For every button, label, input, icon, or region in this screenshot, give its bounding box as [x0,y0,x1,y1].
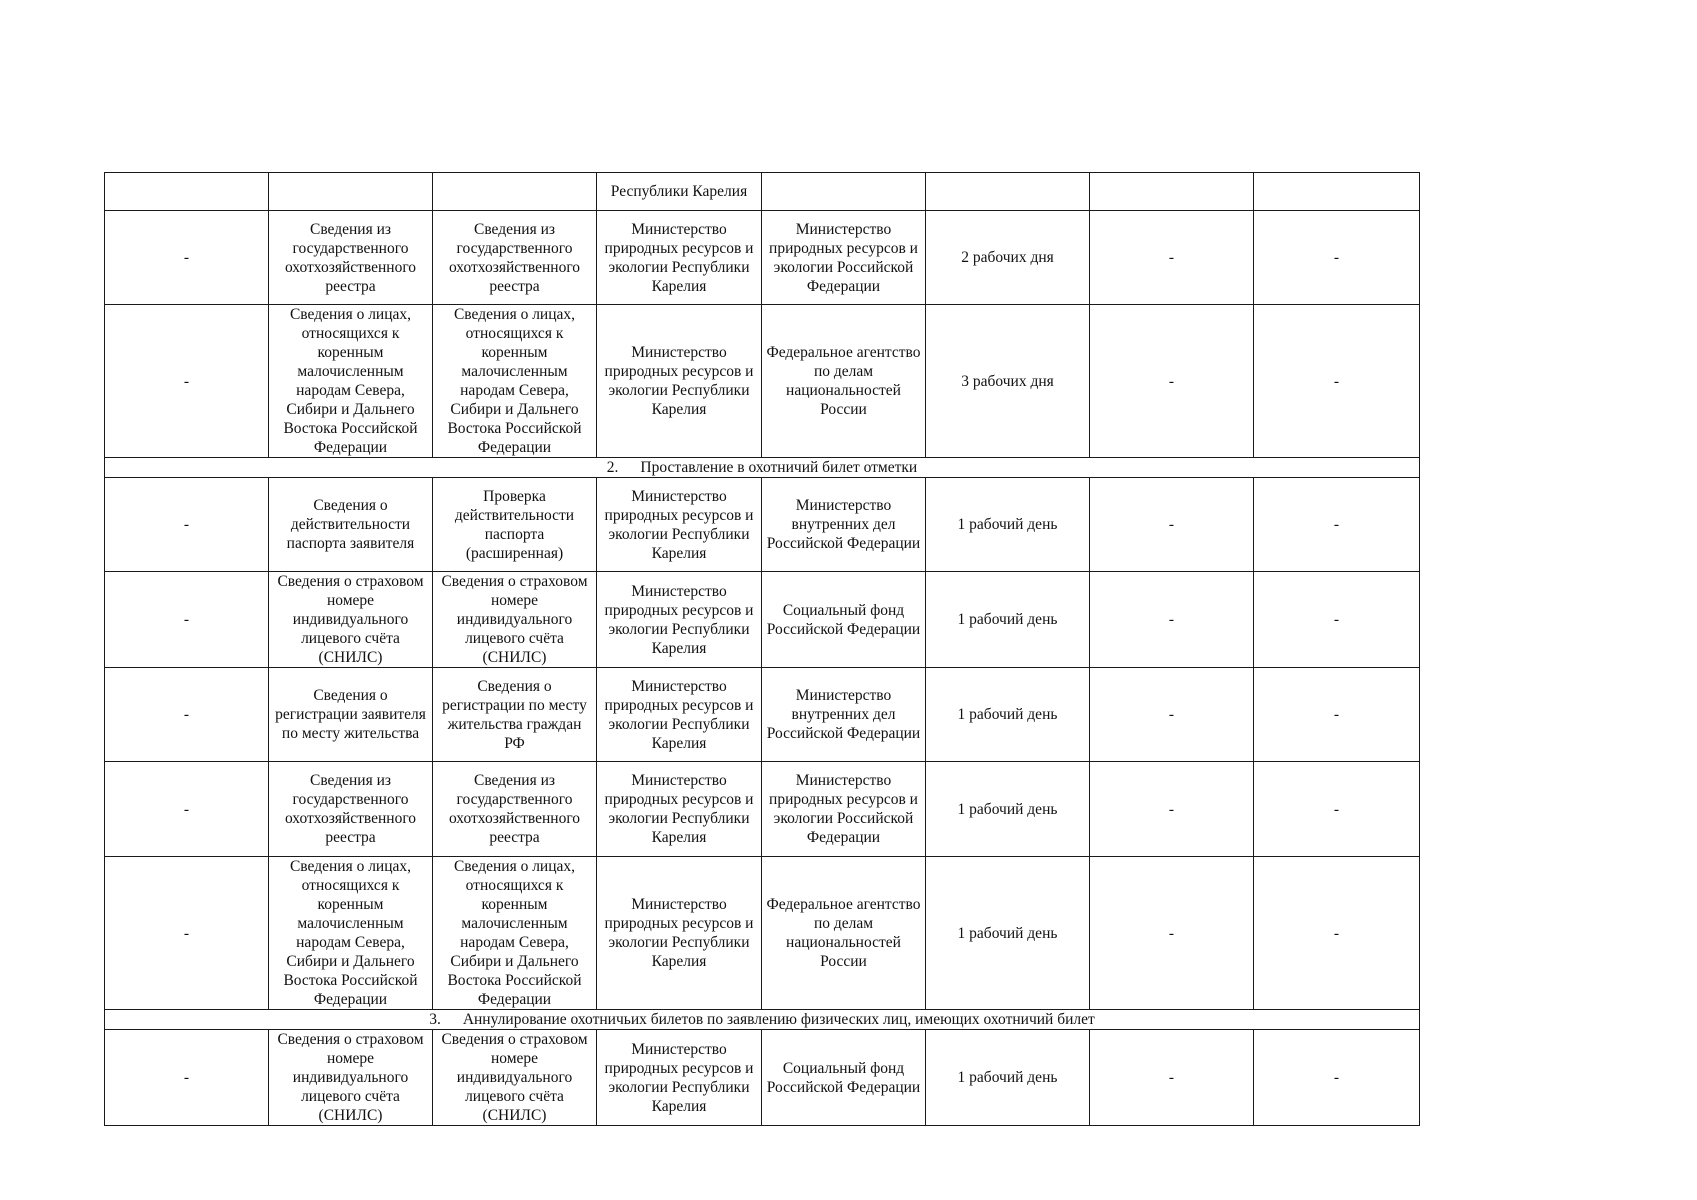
table-body [105,173,1420,1126]
table-cell: - [105,572,269,668]
table-cell: Сведения о лицах, относящихся к коренным малочисленным народам Севера, Сибири и Дальнего Востока Российской Федерации [269,857,433,1010]
table-cell: - [1090,857,1254,1010]
table-cell: Федеральное агентство по делам национальностей России [762,857,926,1010]
table-cell: 1 рабочий день [926,478,1090,572]
table-cell: - [1090,478,1254,572]
table-cell: Министерство природных ресурсов и экологии Республики Карелия [597,1030,762,1126]
table-cell [433,173,597,211]
table-cell: - [1090,572,1254,668]
table-cell: Проверка действительности паспорта (расширенная) [433,478,597,572]
table-cell: - [105,762,269,857]
table-cell: - [1254,1030,1420,1126]
table-row [105,572,1420,668]
table-cell: 1 рабочий день [926,668,1090,762]
table-row [105,668,1420,762]
table-cell: - [105,1030,269,1126]
table-cell: Федеральное агентство по делам национальностей России [762,305,926,458]
table-cell: Сведения о страховом номере индивидуального лицевого счёта (СНИЛС) [433,572,597,668]
table-cell: Сведения о регистрации заявителя по месту жительства [269,668,433,762]
table-cell: - [105,305,269,458]
table-cell: Министерство внутренних дел Российской Федерации [762,478,926,572]
section-header-row [105,458,1420,478]
table-cell [105,173,269,211]
table-cell: 1 рабочий день [926,857,1090,1010]
table-row [105,762,1420,857]
table-cell [762,173,926,211]
table-row [105,173,1420,211]
table-cell: Сведения из государственного охотхозяйственного реестра [433,762,597,857]
table-cell: Сведения из государственного охотхозяйственного реестра [269,211,433,305]
table-cell: - [1090,211,1254,305]
table-cell: Министерство природных ресурсов и экологии Российской Федерации [762,762,926,857]
table-cell: - [1090,305,1254,458]
table-cell: Министерство внутренних дел Российской Федерации [762,668,926,762]
table-cell: - [105,857,269,1010]
table-row [105,305,1420,458]
table-cell: Министерство природных ресурсов и экологии Республики Карелия [597,857,762,1010]
section-header [105,458,1420,478]
table-cell: Министерство природных ресурсов и экологии Российской Федерации [762,211,926,305]
table-cell: 2 рабочих дня [926,211,1090,305]
table-cell: - [1090,762,1254,857]
table-cell [1254,173,1420,211]
table-cell: Сведения из государственного охотхозяйственного реестра [433,211,597,305]
table-cell [1090,173,1254,211]
table-cell: - [1254,857,1420,1010]
table-cell: - [1254,305,1420,458]
section-number: 2. [606,459,619,476]
section-title: Проставление в охотничий билет отметки [640,459,918,476]
table-cell: - [1090,668,1254,762]
table-cell: Сведения о страховом номере индивидуального лицевого счёта (СНИЛС) [269,1030,433,1126]
table-cell: Социальный фонд Российской Федерации [762,572,926,668]
section-number: 3. [429,1011,441,1028]
table-cell: Республики Карелия [597,173,762,211]
table-cell: Сведения о лицах, относящихся к коренным малочисленным народам Севера, Сибири и Дальнего Востока Российской Федерации [433,305,597,458]
table-cell: Министерство природных ресурсов и экологии Республики Карелия [597,572,762,668]
table-cell: Сведения о лицах, относящихся к коренным малочисленным народам Севера, Сибири и Дальнего Востока Российской Федерации [433,857,597,1010]
table-cell: Социальный фонд Российской Федерации [762,1030,926,1126]
table-cell: Сведения из государственного охотхозяйственного реестра [269,762,433,857]
table-cell: Министерство природных ресурсов и экологии Республики Карелия [597,305,762,458]
section-header [105,1010,1420,1030]
table-cell: Сведения о регистрации по месту жительства граждан РФ [433,668,597,762]
table-cell: Сведения о лицах, относящихся к коренным малочисленным народам Севера, Сибири и Дальнего Востока Российской Федерации [269,305,433,458]
table-cell: Министерство природных ресурсов и экологии Республики Карелия [597,762,762,857]
table-cell: - [1090,1030,1254,1126]
table-row [105,478,1420,572]
table-cell: - [1254,478,1420,572]
table-cell: Сведения о действительности паспорта заявителя [269,478,433,572]
table-cell: - [105,668,269,762]
table-cell [269,173,433,211]
table-cell: 1 рабочий день [926,762,1090,857]
table-row [105,857,1420,1010]
section-header-row [105,1010,1420,1030]
table-cell: Сведения о страховом номере индивидуального лицевого счёта (СНИЛС) [433,1030,597,1126]
table-cell: - [105,211,269,305]
table-cell: - [1254,762,1420,857]
table-row [105,1030,1420,1126]
section-title: Аннулирование охотничьих билетов по заявлению физических лиц, имеющих охотничий билет [462,1011,1095,1028]
table-cell: - [1254,211,1420,305]
table-cell: - [1254,572,1420,668]
table-cell: - [1254,668,1420,762]
table-cell: 1 рабочий день [926,572,1090,668]
table-cell: Сведения о страховом номере индивидуального лицевого счёта (СНИЛС) [269,572,433,668]
table-cell: Министерство природных ресурсов и экологии Республики Карелия [597,478,762,572]
table-row [105,211,1420,305]
table-cell [926,173,1090,211]
table-cell: 1 рабочий день [926,1030,1090,1126]
table-cell: 3 рабочих дня [926,305,1090,458]
table-cell: Министерство природных ресурсов и экологии Республики Карелия [597,211,762,305]
document-table [104,172,1420,1126]
table-cell: Министерство природных ресурсов и экологии Республики Карелия [597,668,762,762]
table-cell: - [105,478,269,572]
